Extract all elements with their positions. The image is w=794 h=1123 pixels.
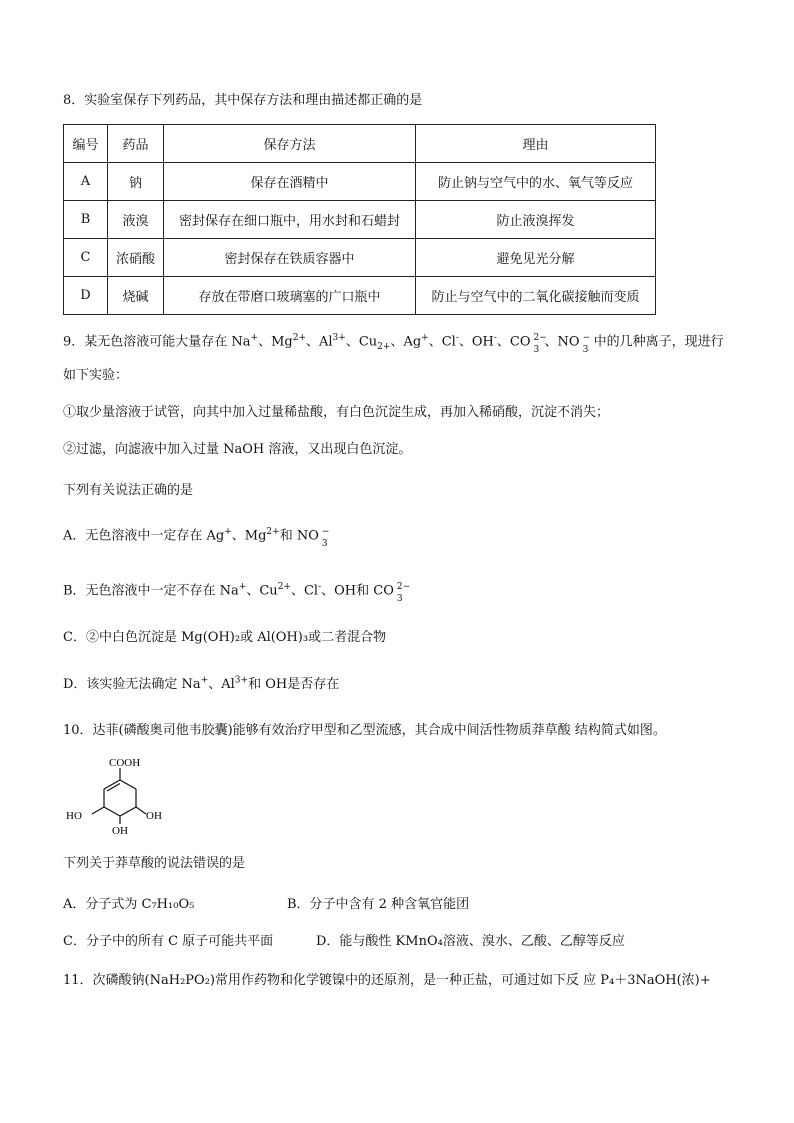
text: 、Mg bbox=[258, 334, 293, 350]
q10-option-d: D．能与酸性 KMnO₄溶液、溴水、乙酸、乙醇等反应 bbox=[316, 934, 625, 949]
table-cell: 防止液溴挥发 bbox=[416, 201, 656, 239]
charge: 2+ bbox=[292, 333, 306, 344]
q10-option-c: C．分子中的所有 C 原子可能共平面 bbox=[63, 934, 274, 949]
table-cell: 防止钠与空气中的水、氧气等反应 bbox=[416, 163, 656, 201]
charge: + bbox=[224, 527, 232, 538]
text: 、NO bbox=[544, 334, 580, 350]
no3-charge: − 3 bbox=[582, 333, 591, 355]
charge: 3+ bbox=[332, 333, 346, 344]
q9-stem-line2: 如下实验： bbox=[63, 368, 129, 383]
table-cell: 密封保存在细口瓶中，用水封和石蜡封 bbox=[164, 201, 416, 239]
charge: 2+ bbox=[266, 527, 280, 538]
q10-stem: 10．达菲(磷酸奥司他韦胶囊)能够有效治疗甲型和乙型流感，其合成中间活性物质莽草酸 结构简式如图。 bbox=[63, 723, 666, 738]
co3-charge: 2− 3 bbox=[396, 582, 411, 604]
table-cell: 防止与空气中的二氧化碳接触而变质 bbox=[416, 277, 656, 315]
cooh-label: COOH bbox=[109, 757, 141, 769]
text: 和 NO bbox=[279, 528, 319, 544]
table-cell: B bbox=[64, 201, 108, 239]
text: 、OH和 CO bbox=[321, 583, 394, 599]
q10-option-b: B．分子中含有 2 种含氧官能团 bbox=[287, 897, 470, 912]
text: 、Cl bbox=[290, 583, 319, 599]
q9-option-c: C．②中白色沉淀是 Mg(OH)₂或 Al(OH)₃或二者混合物 bbox=[63, 630, 387, 645]
charge: - bbox=[318, 582, 322, 593]
charge: - bbox=[493, 333, 497, 344]
q9-stem-line1 bbox=[63, 333, 724, 355]
text: 、Ag bbox=[390, 334, 422, 350]
q9-step1: ①取少量溶液于试管，向其中加入过量稀盐酸，有白色沉淀生成，再加入稀硝酸，沉淀不消失； bbox=[63, 405, 610, 420]
text: 、Cl bbox=[428, 334, 456, 350]
text: A．无色溶液中一定存在 Ag bbox=[63, 528, 225, 544]
text: 、CO bbox=[496, 334, 531, 350]
double-bond bbox=[107, 784, 120, 792]
table-row bbox=[64, 201, 656, 239]
text: 和 OH是否存在 bbox=[248, 677, 340, 692]
charge: - bbox=[455, 333, 459, 344]
bond-ho bbox=[92, 807, 104, 814]
text: B．无色溶液中一定不存在 Na bbox=[63, 583, 239, 599]
text: 、OH bbox=[458, 334, 494, 350]
q9-option-d bbox=[63, 676, 339, 694]
q10-option-a: A．分子式为 C₇H₁₀O₅ bbox=[63, 897, 195, 912]
table-cell: 浓硝酸 bbox=[108, 239, 164, 277]
oh-bottom-label: OH bbox=[112, 825, 128, 836]
charge: 3+ bbox=[234, 675, 249, 686]
text: 中的几种离子，现进行 bbox=[593, 334, 724, 350]
header-cell: 保存方法 bbox=[164, 125, 416, 163]
table-cell: C bbox=[64, 239, 108, 277]
q8-table bbox=[63, 124, 656, 315]
charge: + bbox=[200, 675, 209, 686]
table-cell: A bbox=[64, 163, 108, 201]
table-cell: D bbox=[64, 277, 108, 315]
text: 9．某无色溶液可能大量存在 Na bbox=[63, 334, 251, 350]
shikimic-acid-structure bbox=[62, 756, 172, 836]
bond bbox=[120, 807, 136, 816]
table-cell: 密封保存在铁质容器中 bbox=[164, 239, 416, 277]
q11-stem: 11．次磷酸钠(NaH₂PO₂)常用作药物和化学镀镍中的还原剂，是一种正盐，可通过如下反 应 P₄＋3NaOH(浓)+ bbox=[63, 973, 711, 988]
co3-charge: 2− 3 bbox=[533, 333, 547, 355]
table-cell: 烧碱 bbox=[108, 277, 164, 315]
table-cell: 钠 bbox=[108, 163, 164, 201]
text: 、Al bbox=[208, 677, 235, 692]
charge: + bbox=[250, 333, 259, 344]
q9-ask: 下列有关说法正确的是 bbox=[63, 483, 194, 498]
text: 、Al bbox=[306, 334, 333, 350]
table-row bbox=[64, 277, 656, 315]
table-header-row bbox=[64, 125, 656, 163]
table-cell: 避免见光分解 bbox=[416, 239, 656, 277]
charge: 2+ bbox=[377, 342, 391, 353]
bond bbox=[104, 807, 120, 816]
table-cell: 存放在带磨口玻璃塞的广口瓶中 bbox=[164, 277, 416, 315]
table-cell: 保存在酒精中 bbox=[164, 163, 416, 201]
q9-step2: ②过滤，向滤液中加入过量 NaOH 溶液，又出现白色沉淀。 bbox=[63, 442, 412, 457]
bond-oh-right bbox=[136, 807, 146, 814]
oh-right-label: OH bbox=[146, 810, 162, 822]
text: 、Mg bbox=[231, 528, 267, 544]
q10-ask: 下列关于莽草酸的说法错误的是 bbox=[63, 856, 246, 871]
table-row bbox=[64, 239, 656, 277]
charge: 2+ bbox=[277, 582, 291, 593]
q9-option-b bbox=[63, 582, 411, 604]
table-cell: 液溴 bbox=[108, 201, 164, 239]
text: 、Cu bbox=[246, 583, 278, 599]
ho-label: HO bbox=[66, 810, 82, 822]
no3-charge: − 3 bbox=[321, 527, 330, 549]
table-row bbox=[64, 163, 656, 201]
text: D．该实验无法确定 Na bbox=[63, 677, 201, 692]
charge: + bbox=[238, 582, 247, 593]
q8-stem: 8．实验室保存下列药品，其中保存方法和理由描述都正确的是 bbox=[63, 93, 423, 108]
header-cell: 理由 bbox=[416, 125, 656, 163]
header-cell: 编号 bbox=[64, 125, 108, 163]
q9-option-a bbox=[63, 527, 333, 549]
bond bbox=[120, 780, 136, 789]
charge: + bbox=[421, 333, 429, 344]
text: 、Cu bbox=[345, 334, 378, 350]
header-cell: 药品 bbox=[108, 125, 164, 163]
ring-bonds bbox=[92, 768, 146, 824]
